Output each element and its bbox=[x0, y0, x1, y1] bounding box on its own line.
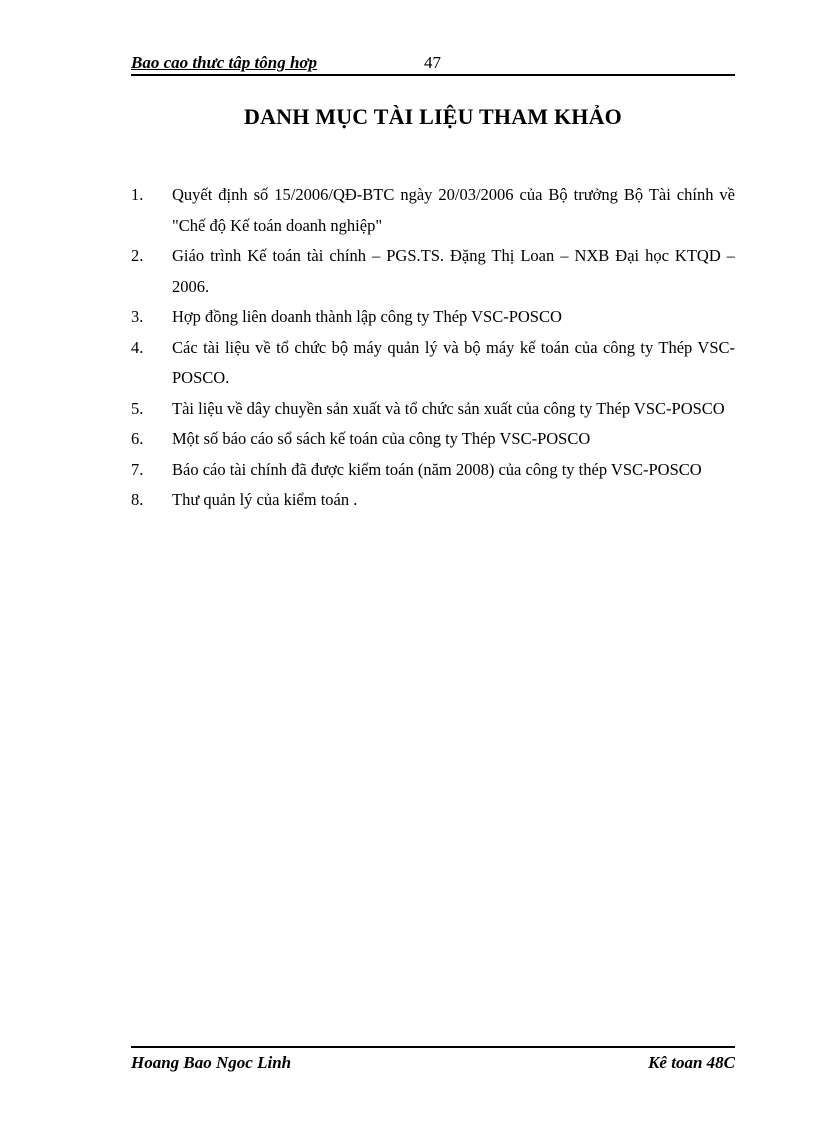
reference-item bbox=[131, 424, 735, 455]
reference-item bbox=[131, 455, 735, 486]
footer-class: Kê toan 48C bbox=[648, 1053, 735, 1072]
document-title: DANH MỤC TÀI LIỆU THAM KHẢO bbox=[243, 104, 622, 129]
reference-text: Các tài liệu về tổ chức bộ máy quản lý và bộ máy kế toán của công ty Thép VSC-POSCO. bbox=[172, 337, 735, 387]
page-footer bbox=[131, 1046, 735, 1078]
reference-text: Hợp đồng liên doanh thành lập công ty Thép VSC-POSCO bbox=[172, 307, 562, 326]
reference-item bbox=[131, 485, 735, 516]
reference-item bbox=[131, 302, 735, 333]
reference-text: Tài liệu về dây chuyền sản xuất và tổ chức sản xuất của công ty Thép VSC-POSCO bbox=[172, 398, 725, 418]
reference-item bbox=[131, 241, 735, 302]
reference-number: 6. bbox=[131, 429, 144, 448]
page-header bbox=[131, 52, 735, 76]
footer-author: Hoang Bao Ngoc Linh bbox=[131, 1053, 292, 1072]
reference-number: 3. bbox=[131, 307, 144, 326]
reference-number: 1. bbox=[131, 185, 144, 204]
header-title: Bao cao thưc tâp tông hơp bbox=[131, 53, 318, 72]
page-number: 47 bbox=[424, 53, 441, 72]
reference-text: Một số báo cáo sổ sách kế toán của công ty Thép VSC-POSCO bbox=[172, 429, 591, 448]
reference-number: 8. bbox=[131, 490, 144, 509]
reference-item bbox=[131, 333, 735, 394]
reference-item bbox=[131, 394, 735, 425]
reference-text: Thư quản lý của kiểm toán . bbox=[172, 490, 358, 509]
reference-item bbox=[131, 180, 735, 241]
reference-text: Quyết định số 15/2006/QĐ-BTC ngày 20/03/2006 của Bộ trưởng Bộ Tài chính về "Chế độ Kế toán doanh nghiệp" bbox=[172, 185, 735, 235]
reference-text: Giáo trình Kế toán tài chính – PGS.TS. Đặng Thị Loan – NXB Đại học KTQD – 2006. bbox=[172, 246, 735, 296]
reference-text: Báo cáo tài chính đã được kiểm toán (năm 2008) của công ty thép VSC-POSCO bbox=[172, 459, 702, 479]
reference-number: 7. bbox=[131, 459, 144, 479]
reference-number: 2. bbox=[131, 246, 144, 265]
reference-list bbox=[131, 180, 735, 516]
reference-number: 4. bbox=[131, 337, 144, 357]
reference-number: 5. bbox=[131, 398, 144, 418]
